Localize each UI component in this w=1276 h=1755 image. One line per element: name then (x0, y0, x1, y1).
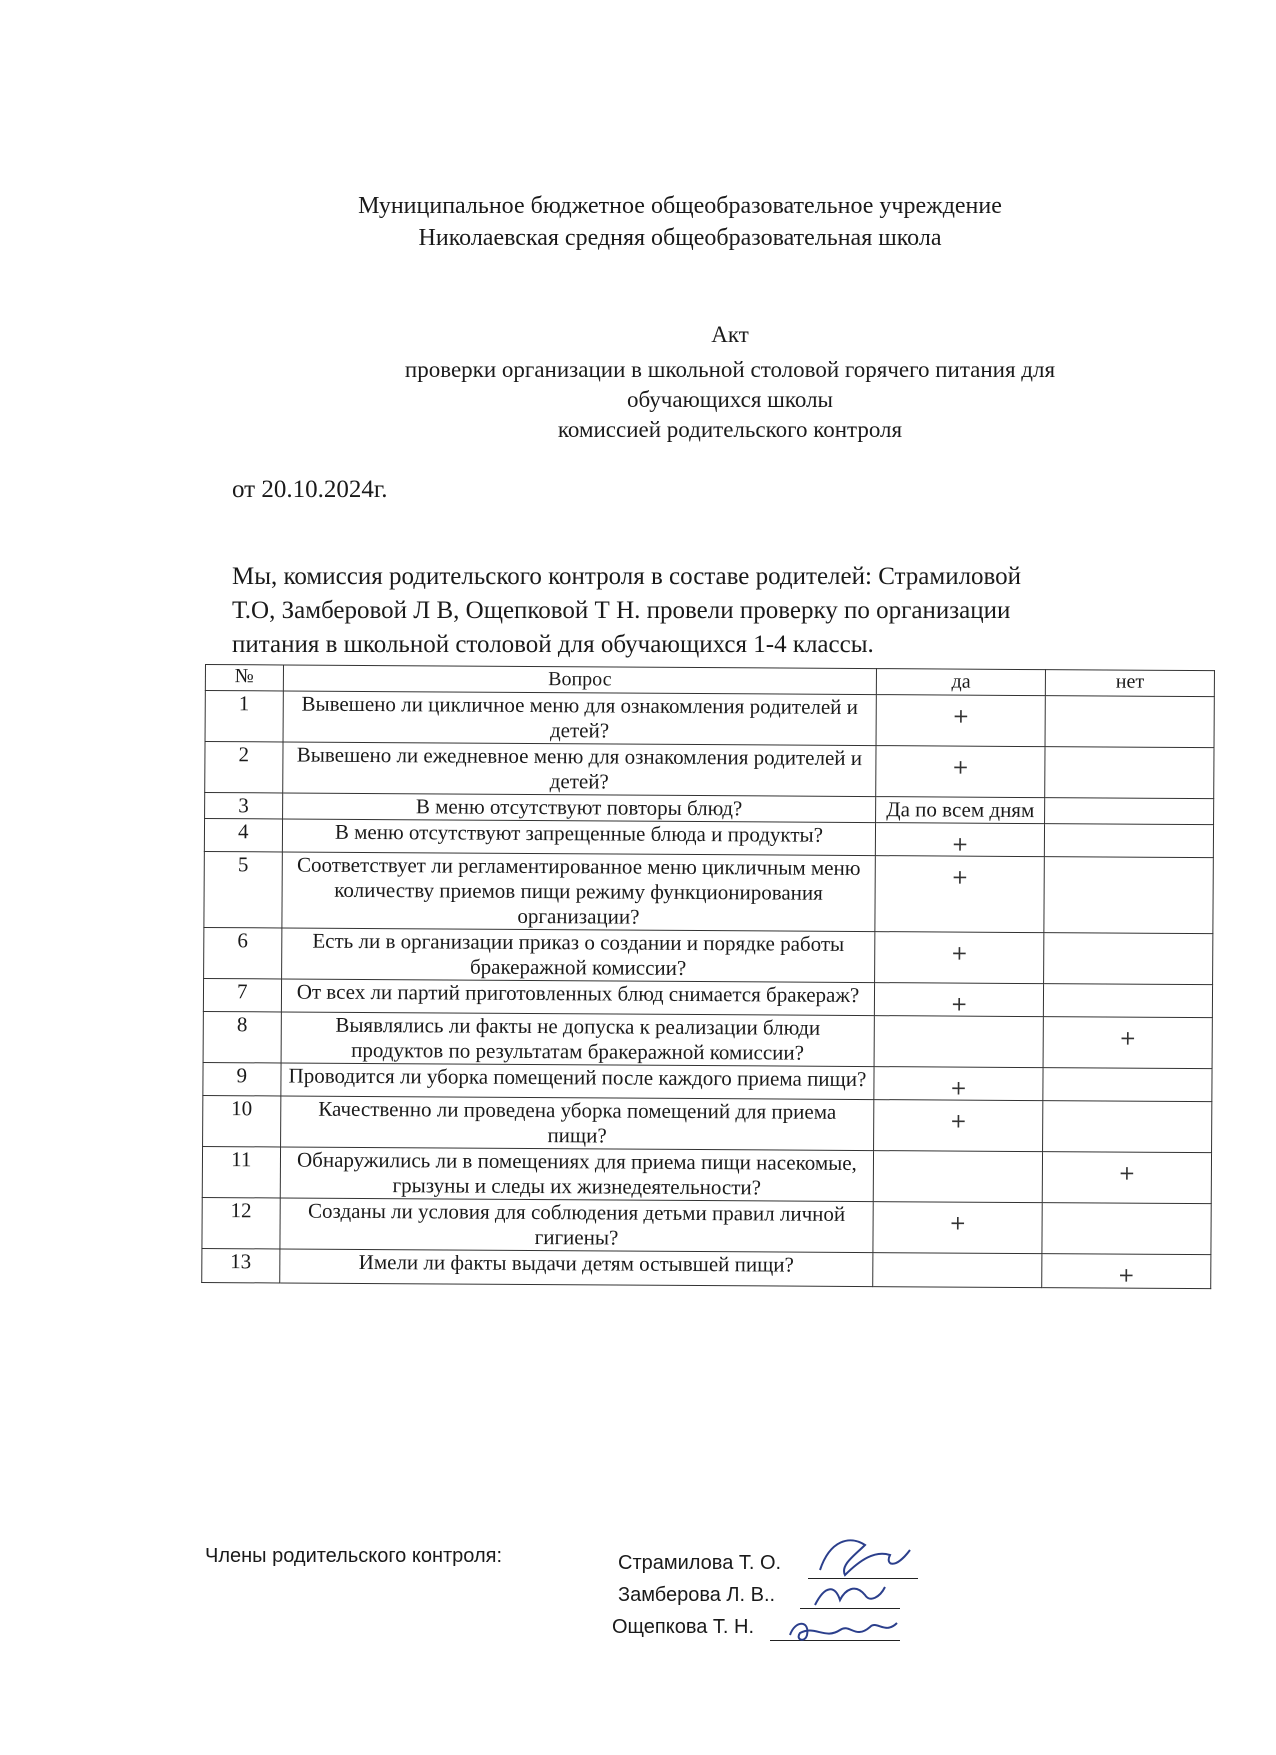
row-yes (876, 823, 1045, 857)
header-no: нет (1045, 670, 1214, 697)
row-number (203, 1062, 281, 1095)
table-row (203, 1095, 1212, 1152)
row-number-text: 3 (238, 793, 249, 818)
intro-line1: Мы, комиссия родительского контроля в составе родителей: Страмиловой (232, 563, 1022, 590)
row-question-text: Соответствует ли регламентированное меню цикличным меню количеству приемов пищи режиму функционирования организации? (296, 852, 861, 929)
row-number-text: 7 (237, 979, 248, 1004)
act-subtitle-line2: обучающихся школы (626, 387, 834, 412)
row-no (1042, 1254, 1211, 1289)
signature-row (618, 1552, 781, 1575)
act-subtitle (300, 355, 1160, 445)
row-yes-text: + (950, 940, 968, 965)
organization-header (300, 190, 1060, 254)
members-label: Члены родительского контроля: (205, 1545, 503, 1567)
table-row (205, 742, 1214, 799)
row-yes-text: + (951, 864, 969, 889)
inspection-table (201, 664, 1215, 1289)
row-question-text: В меню отсутствуют запрещенные блюда и продукты? (334, 819, 824, 847)
row-yes-text: + (952, 754, 970, 779)
row-question-text: Проводится ли уборка помещений после каждого приема пищи? (288, 1063, 867, 1092)
row-question (282, 852, 876, 932)
row-number-text: 4 (237, 819, 249, 844)
row-yes (876, 695, 1045, 747)
org-name-line2: Николаевская средняя общеобразовательная школа (418, 225, 942, 251)
row-yes (875, 856, 1044, 933)
row-yes-text: Да по всем дням (886, 797, 1035, 823)
row-question (281, 1012, 875, 1067)
row-question (282, 819, 876, 856)
row-number-text: 11 (231, 1147, 252, 1172)
signature-oschepkova-icon (785, 1605, 905, 1650)
row-no-text: + (1119, 1025, 1137, 1050)
row-yes-text: + (949, 1210, 967, 1235)
row-number (205, 793, 283, 819)
row-no (1045, 747, 1214, 799)
row-yes (876, 797, 1045, 824)
act-title: Акт (711, 322, 749, 347)
member-name: Страмилова Т. О. (618, 1552, 782, 1574)
table-row (204, 851, 1213, 933)
table-row (202, 1197, 1211, 1254)
act-subtitle-line1: проверки организации в школьной столовой горячего питания для (404, 357, 1056, 382)
table-row (202, 1248, 1211, 1288)
row-question-text: Есть ли в организации приказ о создании и порядке работы бракеражной комиссии? (312, 928, 845, 980)
row-question-text: Имели ли факты выдачи детям остывшей пищи? (358, 1249, 794, 1277)
row-no (1045, 798, 1214, 825)
row-no (1044, 933, 1213, 985)
row-no (1043, 1068, 1212, 1102)
row-yes (873, 1151, 1042, 1203)
row-number (204, 819, 282, 852)
row-yes (873, 1253, 1042, 1288)
row-yes-text: + (951, 831, 969, 856)
row-number-text: 6 (237, 928, 248, 953)
row-question (281, 1063, 875, 1100)
row-number-text: 8 (236, 1012, 248, 1037)
row-question-text: От всех ли партий приготовленных блюд снимается бракераж? (296, 979, 860, 1008)
row-number-text: 5 (237, 852, 249, 877)
row-question-text: Созданы ли условия для соблюдения детьми правил личной гигиены? (307, 1198, 846, 1250)
row-number (203, 1095, 281, 1146)
row-no (1042, 1203, 1211, 1255)
table-row (202, 1146, 1211, 1203)
row-no (1043, 984, 1212, 1018)
row-number-text: 12 (230, 1198, 252, 1223)
row-yes-text: + (950, 991, 968, 1016)
row-question (280, 1198, 874, 1253)
row-no-text: + (1117, 1262, 1135, 1287)
table-row (203, 1011, 1212, 1068)
table-row (204, 927, 1213, 984)
row-number-text: 2 (238, 742, 250, 767)
row-number (204, 927, 282, 978)
signature-row (618, 1584, 775, 1607)
row-question (283, 691, 877, 746)
row-question (280, 1096, 874, 1151)
row-no (1043, 1101, 1212, 1153)
table-row (205, 691, 1214, 748)
row-no (1044, 824, 1213, 858)
header-yes: да (877, 669, 1046, 696)
org-name-line1: Муниципальное бюджетное общеобразовательное учреждение (358, 193, 1002, 219)
row-yes-text: + (952, 703, 970, 728)
row-yes (874, 1100, 1043, 1152)
row-number (202, 1146, 280, 1197)
row-number-text: 9 (236, 1063, 248, 1088)
row-no (1043, 1017, 1212, 1069)
intro-line2: Т.О, Замберовой Л В, Ощепковой Т Н. провели проверку по организации (232, 597, 1011, 624)
header-question: Вопрос (283, 665, 877, 695)
row-number-text: 13 (230, 1249, 252, 1274)
act-subtitle-line3: комиссией родительского контроля (557, 417, 903, 442)
row-question-text: Обнаружились ли в помещениях для приема пищи насекомые, грызуны и следы их жизнедеятельности? (296, 1147, 857, 1200)
row-yes (873, 1202, 1042, 1254)
row-number (202, 1197, 280, 1248)
header-num: № (205, 665, 283, 691)
table-body (202, 691, 1215, 1289)
row-no (1044, 857, 1213, 934)
row-no (1045, 696, 1214, 748)
act-date: от 20.10.2024г. (232, 476, 388, 503)
row-number (203, 978, 281, 1011)
row-number-text: 10 (231, 1096, 253, 1121)
row-question-text: Выявлялись ли факты не допуска к реализации блюди продуктов по результатам бракеражной комиссии? (335, 1012, 821, 1065)
row-yes (874, 1067, 1043, 1101)
row-number (203, 1011, 281, 1062)
row-question-text: Вывешено ли цикличное меню для ознакомления родителей и детей? (301, 691, 859, 743)
row-no (1042, 1152, 1211, 1204)
row-no-text: + (1118, 1160, 1136, 1185)
row-number (202, 1248, 280, 1282)
row-number (205, 691, 283, 742)
row-yes (874, 1016, 1043, 1068)
row-question (279, 1249, 873, 1287)
row-number-text: 1 (238, 691, 250, 716)
signature-row (612, 1616, 754, 1639)
row-yes (876, 746, 1045, 798)
row-yes-text: + (949, 1108, 967, 1133)
row-question (282, 742, 876, 797)
row-yes (875, 932, 1044, 984)
row-question-text: В меню отсутствуют повторы блюд? (415, 794, 743, 821)
intro-paragraph (232, 560, 1172, 662)
row-number (204, 851, 282, 927)
member-name: Замберова Л. В.. (618, 1584, 776, 1606)
row-question (280, 1147, 874, 1202)
intro-line3: питания в школьной столовой для обучающихся 1-4 классы. (232, 631, 874, 658)
row-question (281, 928, 875, 983)
row-yes-text: + (950, 1075, 968, 1100)
row-question (282, 793, 876, 823)
row-question-text: Вывешено ли ежедневное меню для ознакомления родителей и детей? (296, 742, 863, 794)
row-question (281, 979, 875, 1016)
member-name: Ощепкова Т. Н. (612, 1616, 755, 1638)
row-question-text: Качественно ли проведена уборка помещений для приема пищи? (318, 1096, 837, 1148)
row-number (205, 742, 283, 793)
row-yes (875, 983, 1044, 1017)
